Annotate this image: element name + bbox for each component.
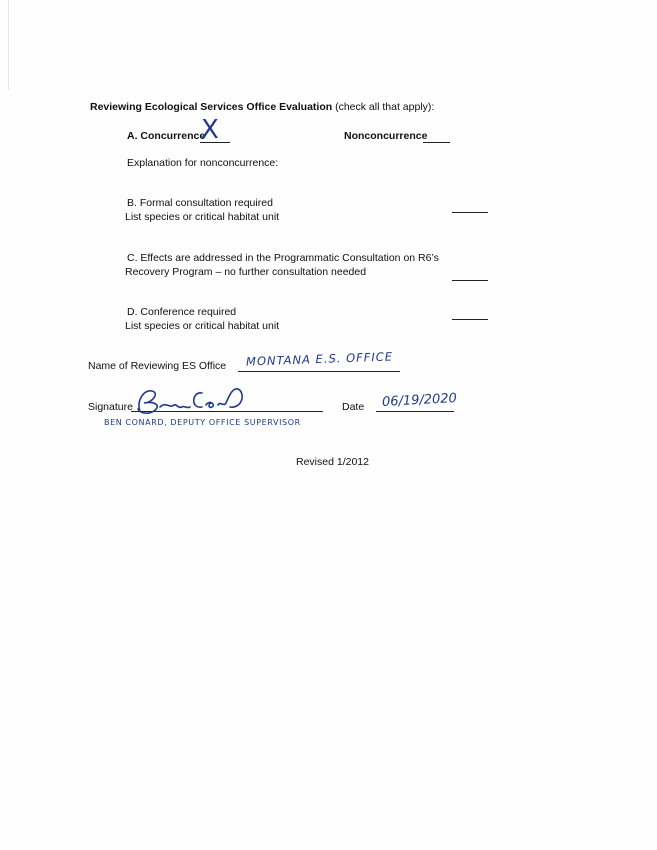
office-label: Name of Reviewing ES Office [88,360,227,372]
item-b-title: B. Formal consultation required [127,197,273,209]
item-d-check-line[interactable] [452,319,488,320]
item-d-title: D. Conference required [127,306,237,318]
item-b-species: List species or critical habitat unit [125,211,280,223]
item-c-note: Recovery Program – no further consultation needed [125,266,367,278]
form-title-note: (check all that apply): [335,101,435,113]
printed-signer-name: BEN CONARD, DEPUTY OFFICE SUPERVISOR [104,418,301,427]
scan-edge-line [8,0,9,90]
date-line[interactable] [376,411,454,412]
nonconcurrence-check-line[interactable] [423,142,450,143]
date-label: Date [342,401,365,413]
form-title: Reviewing Ecological Services Office Evaluation [90,101,333,113]
item-d-species: List species or critical habitat unit [125,320,280,332]
item-c-check-line[interactable] [452,280,488,281]
date-value: 06/19/2020 [381,391,458,410]
revised-note: Revised 1/2012 [296,456,369,468]
signature-scribble [130,383,260,417]
concurrence-check-mark: X [201,115,219,145]
office-value: MONTANA E.S. OFFICE [245,349,394,369]
nonconcurrence-label: Nonconcurrence [344,130,428,142]
form-header [90,101,434,114]
office-line[interactable] [238,371,400,372]
item-c-title: C. Effects are addressed in the Programmatic Consultation on R6’s [127,252,439,264]
concurrence-label: A. Concurrence [127,130,206,142]
item-b-check-line[interactable] [452,212,488,213]
signature-label: Signature [88,401,133,413]
explanation-label: Explanation for nonconcurrence: [127,157,279,169]
